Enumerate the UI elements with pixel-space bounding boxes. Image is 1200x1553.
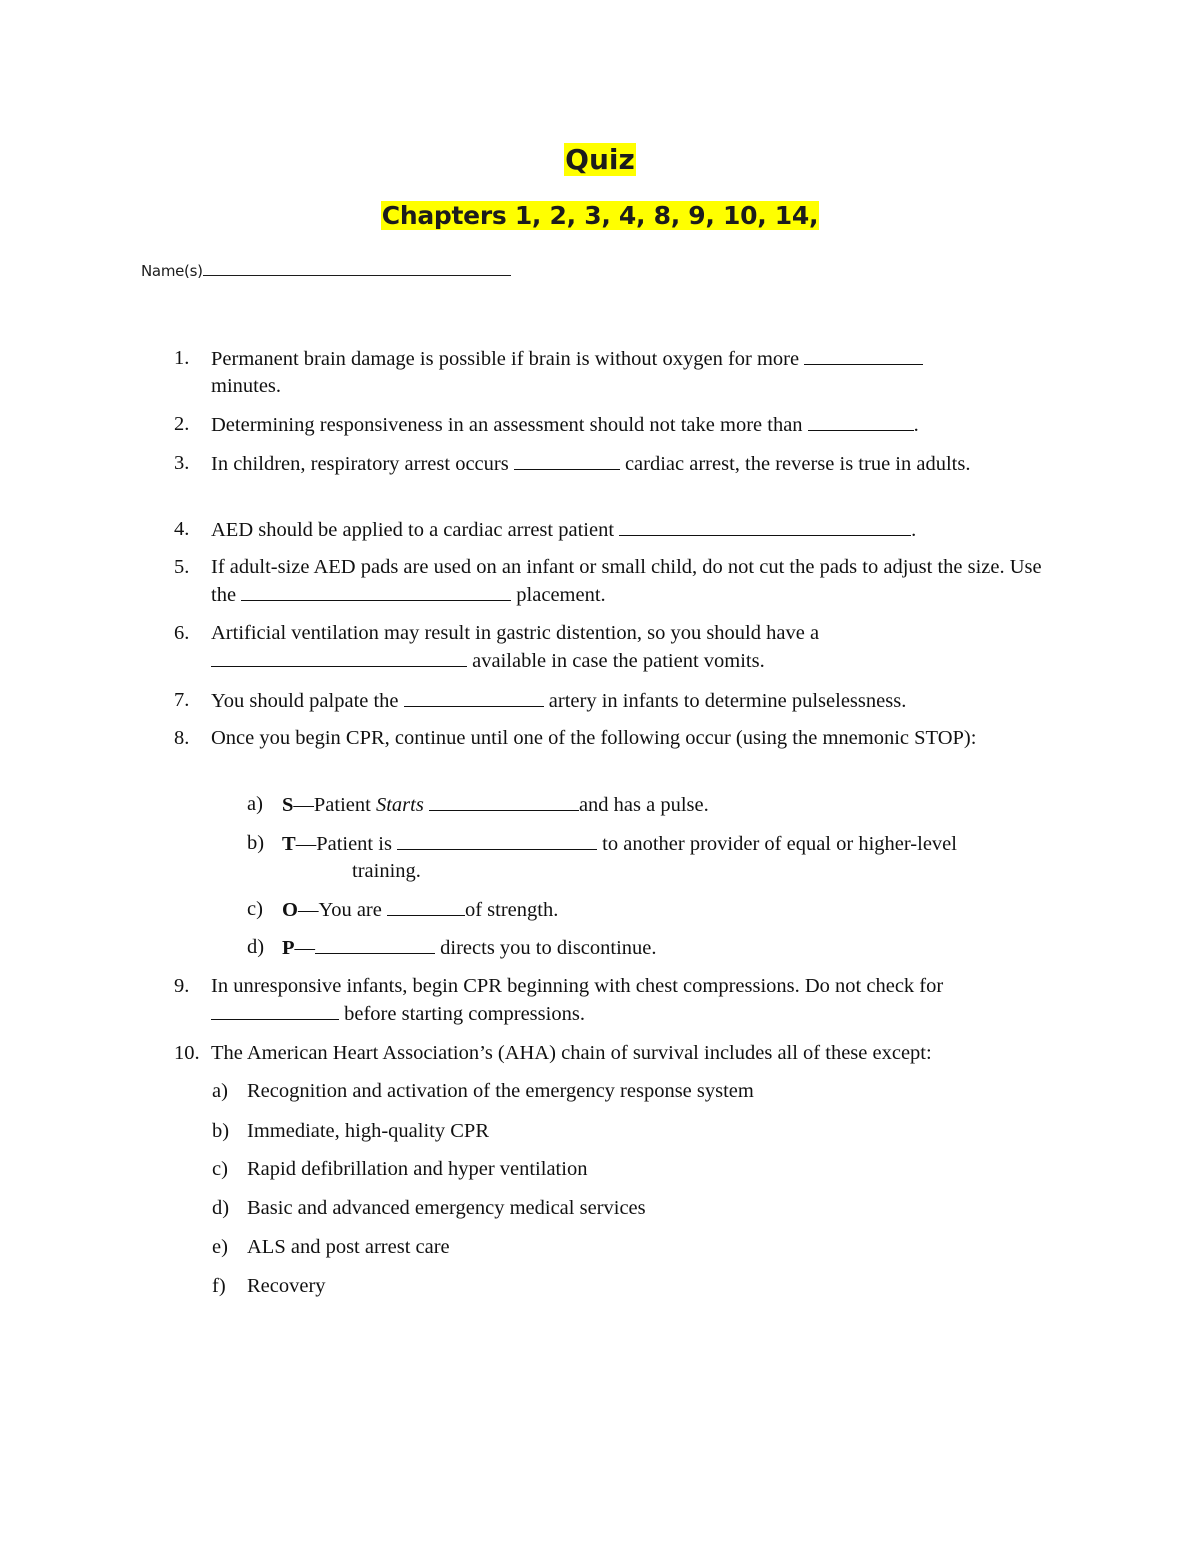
question-text: AED should be applied to a cardiac arrest patient .	[211, 516, 1071, 544]
answer-blank[interactable]	[619, 516, 911, 536]
question-text: Once you begin CPR, continue until one of the following occur (using the mnemonic STOP):	[211, 727, 977, 749]
question-text: Determining responsiveness in an assessment should not take more than .	[211, 411, 1071, 439]
answer-blank[interactable]	[315, 934, 435, 954]
question-text: If adult-size AED pads are used on an infant or small child, do not cut the pads to adjust the size. Use the placement.	[211, 556, 1042, 606]
question-number: 10.	[174, 1042, 200, 1064]
name-blank[interactable]	[203, 259, 511, 276]
quiz-title: Quiz	[565, 143, 635, 176]
question-number: 7.	[174, 689, 190, 711]
quiz-page: Quiz Chapters 1, 2, 3, 4, 8, 9, 10, 14, Name(s) 1. Permanent brain damage is possible if brain is without oxygen for more minutes. 2. Determining responsiveness in an assessment should not take more than . 3. In children, respiratory arrest occurs cardiac arrest, the reverse is true in adults. 4. AED should be applied to a cardiac arrest patient . 5. If adult-size AED pads are used on an infant or small child, do not cut the pads to adjust the size. Use the placement. 6. Artificial ventilation may result in gastric distention, so you should have a available in case the patient vomits. 7. You should palpate the artery in infants to determine pulselessness. 8. Once you begin CPR, continue until one of the following occur (using the mnemonic STOP): a) S—Patient Starts and has a pulse. b) T—Patient is to another provider of equal or higher-level training. c) O—You are of strength. d) P— directs you to discontinue. 9. In unresponsive infants, begin CPR beginning with chest compressions. Do not check for before starting compressions. 10. The American Heart Association’s (AHA) chain of survival includes all of these except: a) Recognition and activation of the emergency response system b) Immediate, high-quality CPR c) Rapid defibrillation and hyper ventilation d) Basic and advanced emergency medical services e) ALS and post arrest care f) Recovery	[0, 0, 1200, 1553]
answer-blank[interactable]	[387, 896, 465, 916]
question-text: You should palpate the artery in infants to determine pulselessness.	[211, 687, 1071, 715]
answer-blank[interactable]	[429, 791, 579, 811]
question-number: 3.	[174, 452, 190, 474]
answer-blank[interactable]	[211, 1000, 339, 1020]
answer-blank[interactable]	[241, 581, 511, 601]
name-field[interactable]	[141, 259, 511, 280]
question-text: In children, respiratory arrest occurs cardiac arrest, the reverse is true in adults.	[211, 450, 1011, 478]
name-label: Name(s)	[141, 262, 203, 280]
question-text: The American Heart Association’s (AHA) chain of survival includes all of these except:	[211, 1042, 932, 1064]
question-number: 4.	[174, 518, 190, 540]
answer-blank[interactable]	[514, 450, 620, 470]
question-number: 5.	[174, 556, 190, 578]
question-text: In unresponsive infants, begin CPR beginning with chest compressions. Do not check for before starting compressions.	[211, 975, 944, 1025]
answer-blank[interactable]	[404, 687, 544, 707]
answer-blank[interactable]	[397, 830, 597, 850]
chapters-subtitle: Chapters 1, 2, 3, 4, 8, 9, 10, 14,	[381, 201, 819, 230]
question-text: Artificial ventilation may result in gastric distention, so you should have a available in case the patient vomits.	[211, 622, 820, 672]
question-number: 2.	[174, 413, 190, 435]
question-text: Permanent brain damage is possible if brain is without oxygen for more minutes.	[211, 345, 1071, 400]
question-number: 6.	[174, 622, 190, 644]
question-number: 9.	[174, 975, 190, 997]
answer-blank[interactable]	[804, 345, 923, 365]
answer-blank[interactable]	[808, 411, 914, 431]
answer-blank[interactable]	[211, 647, 467, 667]
question-number: 1.	[174, 347, 190, 369]
question-number: 8.	[174, 727, 190, 749]
